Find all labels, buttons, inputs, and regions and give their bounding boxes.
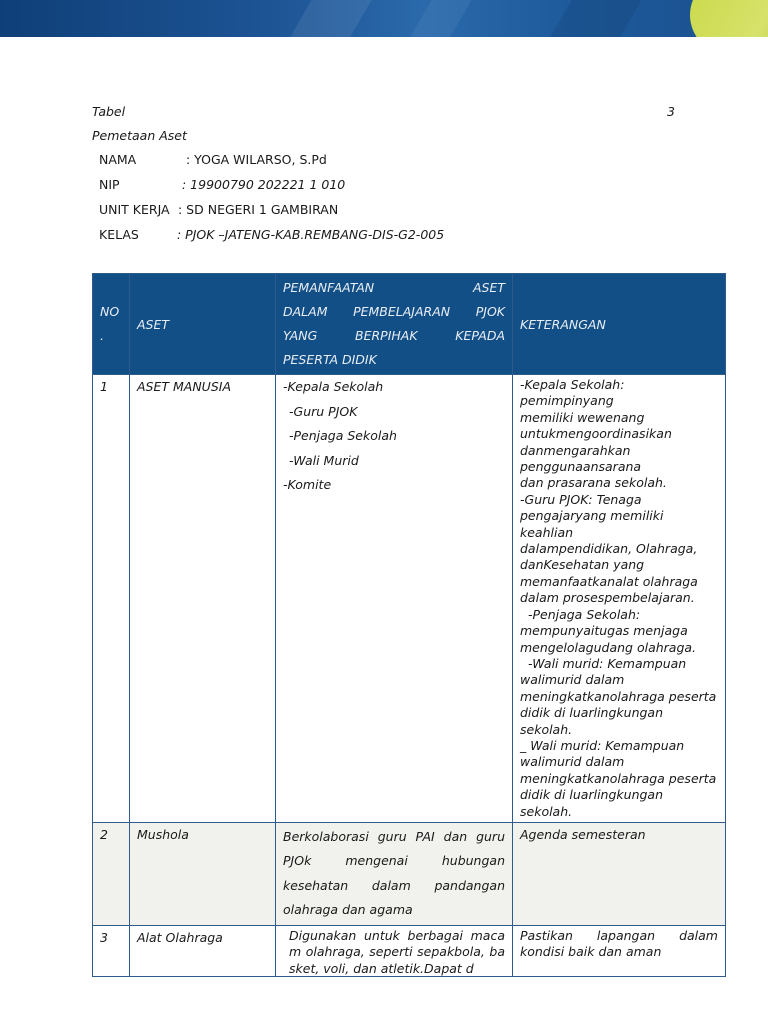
pemanfaatan-item: -Komite xyxy=(283,477,332,492)
pemanfaatan-item: -Wali Murid xyxy=(289,452,359,468)
info-label-nama: NAMA xyxy=(99,152,137,167)
keterangan-line: walimurid dalam xyxy=(520,754,625,770)
keterangan-line: -Penjaga Sekolah: xyxy=(520,606,641,622)
cell-aset xyxy=(130,822,276,925)
cell-aset xyxy=(130,925,276,976)
keterangan-line: penggunaansarana xyxy=(520,459,642,475)
keterangan-line: dalampendidikan, Olahraga, xyxy=(520,541,698,557)
cell-keterangan xyxy=(513,822,726,925)
cell-pemanfaatan xyxy=(276,822,513,925)
info-value-nama: : YOGA WILARSO, S.Pd xyxy=(186,152,327,167)
info-label-nip: NIP xyxy=(99,177,120,192)
keterangan-line: memanfaatkanalat olahraga xyxy=(520,573,698,589)
keterangan-line: mempunyaitugas menjaga xyxy=(520,623,688,639)
asset-mapping-table xyxy=(92,273,726,977)
banner-stripe xyxy=(537,0,653,37)
header-pemanfaatan-line: YANG BERPIHAK KEPADA xyxy=(283,328,505,343)
row-aset: Mushola xyxy=(137,826,189,842)
keterangan-line: pengajaryang memiliki keahlian xyxy=(520,508,668,540)
row-aset: ASET MANUSIA xyxy=(137,379,232,394)
keterangan-line: -Kepala Sekolah: pemimpinyang xyxy=(520,377,629,409)
row-number: 2 xyxy=(100,826,108,842)
info-label-unit-kerja: UNIT KERJA xyxy=(99,202,170,217)
tabel-number: 3 xyxy=(667,104,675,119)
info-value-nip: : 19900790 202221 1 010 xyxy=(182,177,346,192)
header-aset-label: ASET xyxy=(137,316,170,332)
table-header-row xyxy=(93,274,726,375)
header-pemanfaatan-line: PESERTA DIDIK xyxy=(283,352,377,367)
header-keterangan xyxy=(513,274,726,375)
banner-stripe xyxy=(277,0,383,37)
table-row xyxy=(93,822,726,925)
banner-yellow-shape xyxy=(690,0,768,37)
keterangan-line: mengelolagudang olahraga. xyxy=(520,639,697,655)
row-number: 3 xyxy=(100,929,108,945)
header-no-label: NO xyxy=(100,304,120,319)
pemanfaatan-item: -Kepala Sekolah xyxy=(283,379,384,394)
info-value-unit-kerja: : SD NEGERI 1 GAMBIRAN xyxy=(178,202,339,217)
header-banner xyxy=(0,0,768,37)
cell-pemanfaatan xyxy=(276,375,513,823)
banner-stripe xyxy=(397,0,483,37)
pemanfaatan-item: -Penjaga Sekolah xyxy=(289,428,397,443)
keterangan-line: danKesehatan yang xyxy=(520,557,645,573)
header-pemanfaatan-line: DALAM PEMBELAJARAN PJOK xyxy=(283,304,505,319)
cell-keterangan xyxy=(513,375,726,823)
cell-no xyxy=(93,925,130,976)
pemanfaatan-item: -Guru PJOK xyxy=(289,403,358,419)
keterangan-line: memiliki wewenang xyxy=(520,409,645,425)
header-no xyxy=(93,274,130,375)
keterangan-line: dan prasarana sekolah. xyxy=(520,475,667,491)
row-aset: Alat Olahraga xyxy=(137,929,223,945)
tabel-label: Tabel xyxy=(92,104,126,119)
keterangan-line: danmengarahkan xyxy=(520,442,631,458)
keterangan-text: Pastikan lapangan dalam kondisi baik dan aman xyxy=(520,927,718,960)
header-no-dot: . xyxy=(100,328,104,343)
cell-keterangan xyxy=(513,925,726,976)
header-keterangan-label: KETERANGAN xyxy=(520,316,606,332)
pemanfaatan-text: Digunakan untuk berbagai macam olahraga, seperti sepakbola, basket, voli, dan atletik.Dapat d xyxy=(289,927,505,976)
keterangan-line: _ Wali murid: Kemampuan xyxy=(520,737,685,753)
table-row xyxy=(93,375,726,823)
row-number: 1 xyxy=(100,379,108,394)
info-value-kelas: : PJOK –JATENG-KAB.REMBANG-DIS-G2-005 xyxy=(177,227,445,242)
header-pemanfaatan xyxy=(276,274,513,375)
keterangan-line: meningkatkanolahraga peserta xyxy=(520,770,717,786)
header-pemanfaatan-line: PEMANFAATAN ASET xyxy=(283,280,505,295)
document-subtitle: Pemetaan Aset xyxy=(92,128,187,143)
keterangan-line: untukmengoordinasikan xyxy=(520,426,672,442)
header-aset xyxy=(130,274,276,375)
keterangan-list xyxy=(513,375,725,822)
keterangan-line: walimurid dalam xyxy=(520,672,625,688)
keterangan-line: dalam prosespembelajaran. xyxy=(520,590,695,606)
keterangan-line: -Wali murid: Kemampuan xyxy=(520,655,687,671)
cell-no xyxy=(93,375,130,823)
cell-no xyxy=(93,822,130,925)
info-label-kelas: KELAS xyxy=(99,227,139,242)
keterangan-line: meningkatkanolahraga peserta xyxy=(520,688,717,704)
keterangan-line: -Guru PJOK: Tenaga xyxy=(520,491,642,507)
keterangan-text: Agenda semesteran xyxy=(520,826,646,842)
cell-pemanfaatan xyxy=(276,925,513,976)
cell-aset xyxy=(130,375,276,823)
keterangan-line: didik di luarlingkungan sekolah. xyxy=(520,705,667,737)
keterangan-line: didik di luarlingkungan sekolah. xyxy=(520,787,667,819)
table-row xyxy=(93,925,726,976)
pemanfaatan-text: Berkolaborasi guru PAI dan guru PJOk mengenai hubungan kesehatan dalam pandangan olahraga dan agama xyxy=(283,828,505,918)
